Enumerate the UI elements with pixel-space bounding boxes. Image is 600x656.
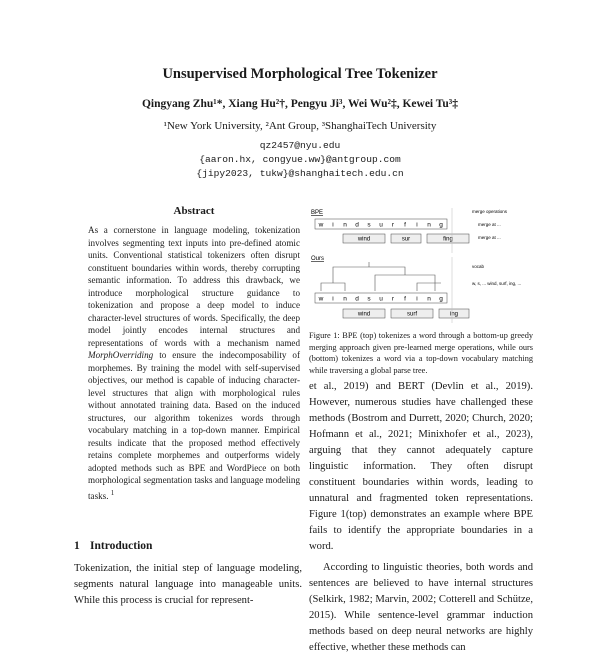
token-label: wind (357, 311, 371, 318)
tree-edge (321, 283, 345, 291)
figure-caption: Figure 1: BPE (top) tokenizes a word through a bottom-up greedy merging approach given pre-learned merge operations, while ours (bottom) tokenizes a word via a top-down vocabulary matching while traversing a global parse tree. (309, 331, 533, 375)
abstract-heading: Abstract (173, 205, 215, 217)
note-top-1: merge at ... (478, 222, 501, 227)
right-column-text (309, 379, 533, 656)
char-cell: w (318, 295, 324, 303)
char-cell: r (391, 295, 395, 303)
note-top-title: merge operations (472, 209, 508, 214)
note-top-2: merge at ... (478, 235, 501, 240)
ours-label: Ours (311, 256, 325, 262)
char-cell: n (343, 295, 347, 303)
token-label: surf (406, 311, 418, 318)
char-cell: s (367, 295, 371, 303)
char-cell: i (332, 221, 334, 229)
ours-char-row (315, 293, 447, 303)
author-list: Qingyang Zhu¹*, Xiang Hu²†, Pengyu Ji³, Wei Wu²‡, Kewei Tu³‡ (141, 98, 458, 110)
note-bottom-title: vocab (472, 264, 485, 269)
paper-title: Unsupervised Morphological Tree Tokenizer (162, 66, 438, 82)
char-cell: i (416, 295, 418, 303)
char-cell: s (367, 221, 371, 229)
char-cell: r (391, 221, 395, 229)
intro-text: Tokenization, the initial step of language modeling, segments natural language into manageable units. While this process is crucial for represent- (74, 563, 302, 606)
char-cell: w (318, 221, 324, 229)
char-cell: i (332, 295, 334, 303)
abstract-text: As a cornerstone in language modeling, tokenization involves segmenting text inputs into pre-defined atomic units. Conventional statistical tokenizers often disrupt constituent boundaries within words, thereby corrupting semantic information. To address this drawback, we introduce morphological structure guidance to tokenization and propose a deep model to induce character-level structures of words. Specifically, the deep model jointly encodes internal structures and representations of words with a mechanism named MorphOverriding to ensure the indecomposability of morphemes. By training the model with self-supervised objectives, our method is capable of inducing character-level structures that align with morphological rules without annotated training data. Based on the induced structures, our algorithm tokenizes words through vocabulary matching in a top-down manner. Empirical results indicate that the proposed method effectively retains complete morphemes and outperforms widely adopted methods such as BPE and WordPiece on both morphological segmentation tasks and language modeling tasks. $^1$ (88, 225, 300, 501)
token-label: ing (449, 311, 459, 318)
email-line-3: {jipy2023, tukw}@shanghaitech.edu.cn (196, 168, 404, 179)
char-cell: n (427, 221, 431, 229)
figure-1 (309, 205, 533, 325)
char-cell: g (439, 221, 443, 229)
affiliations: ¹New York University, ²Ant Group, ³ShanghaiTech University (163, 120, 437, 132)
char-cell: d (355, 295, 359, 303)
bpe-label: BPE (311, 210, 324, 216)
footnote-mark: 1 (110, 488, 115, 497)
token-label: fing (443, 236, 453, 243)
right-para-1: et al., 2019) and BERT (Devlin et al., 2019). However, numerous studies have challenged these methods (Bostrom and Durrett, 2020; Church, 2020; Hofmann et al., 2021; Minixhofer et al., 2023), arguing that they cannot adequately capture linguistic information. They often disrupt constituent boundaries within words, leading to unnatural and fragmented token representations. Figure 1(top) demonstrates an example where BPE fails to identify the appropriate boundaries in a word. (309, 381, 533, 552)
char-cell: d (355, 221, 359, 229)
ours-parse-tree (321, 262, 441, 291)
char-cell: f (404, 221, 406, 229)
char-cell: f (404, 295, 406, 303)
email-line-1: qz2457@nyu.edu (259, 140, 341, 151)
ours-token-row (343, 309, 469, 318)
email-line-2: {aaron.hx, congyue.ww}@antgroup.com (199, 154, 401, 165)
right-para-2: According to linguistic theories, both words and sentences are believed to have internal structures (Selkirk, 1982; Marvin, 2002; Cotterell and Schütze, 2015). While sentence-level grammar induction methods based on deep neural networks are highly effective, whether these methods can (309, 562, 533, 653)
char-cell: n (427, 295, 431, 303)
token-label: sur (401, 236, 411, 243)
char-cell: u (379, 221, 383, 229)
note-bottom-text: w, s, ... wind, surf, ing, ... (472, 281, 522, 286)
char-cell: n (343, 221, 347, 229)
char-cell: i (416, 221, 418, 229)
bpe-char-row (315, 219, 447, 229)
tree-edge (417, 283, 441, 291)
char-cell: g (439, 295, 443, 303)
bpe-token-row (343, 234, 469, 243)
section-heading: 1 Introduction (74, 540, 153, 552)
token-label: wind (357, 236, 371, 243)
morphoverriding-term: MorphOverriding (88, 350, 154, 360)
char-cell: u (379, 295, 383, 303)
